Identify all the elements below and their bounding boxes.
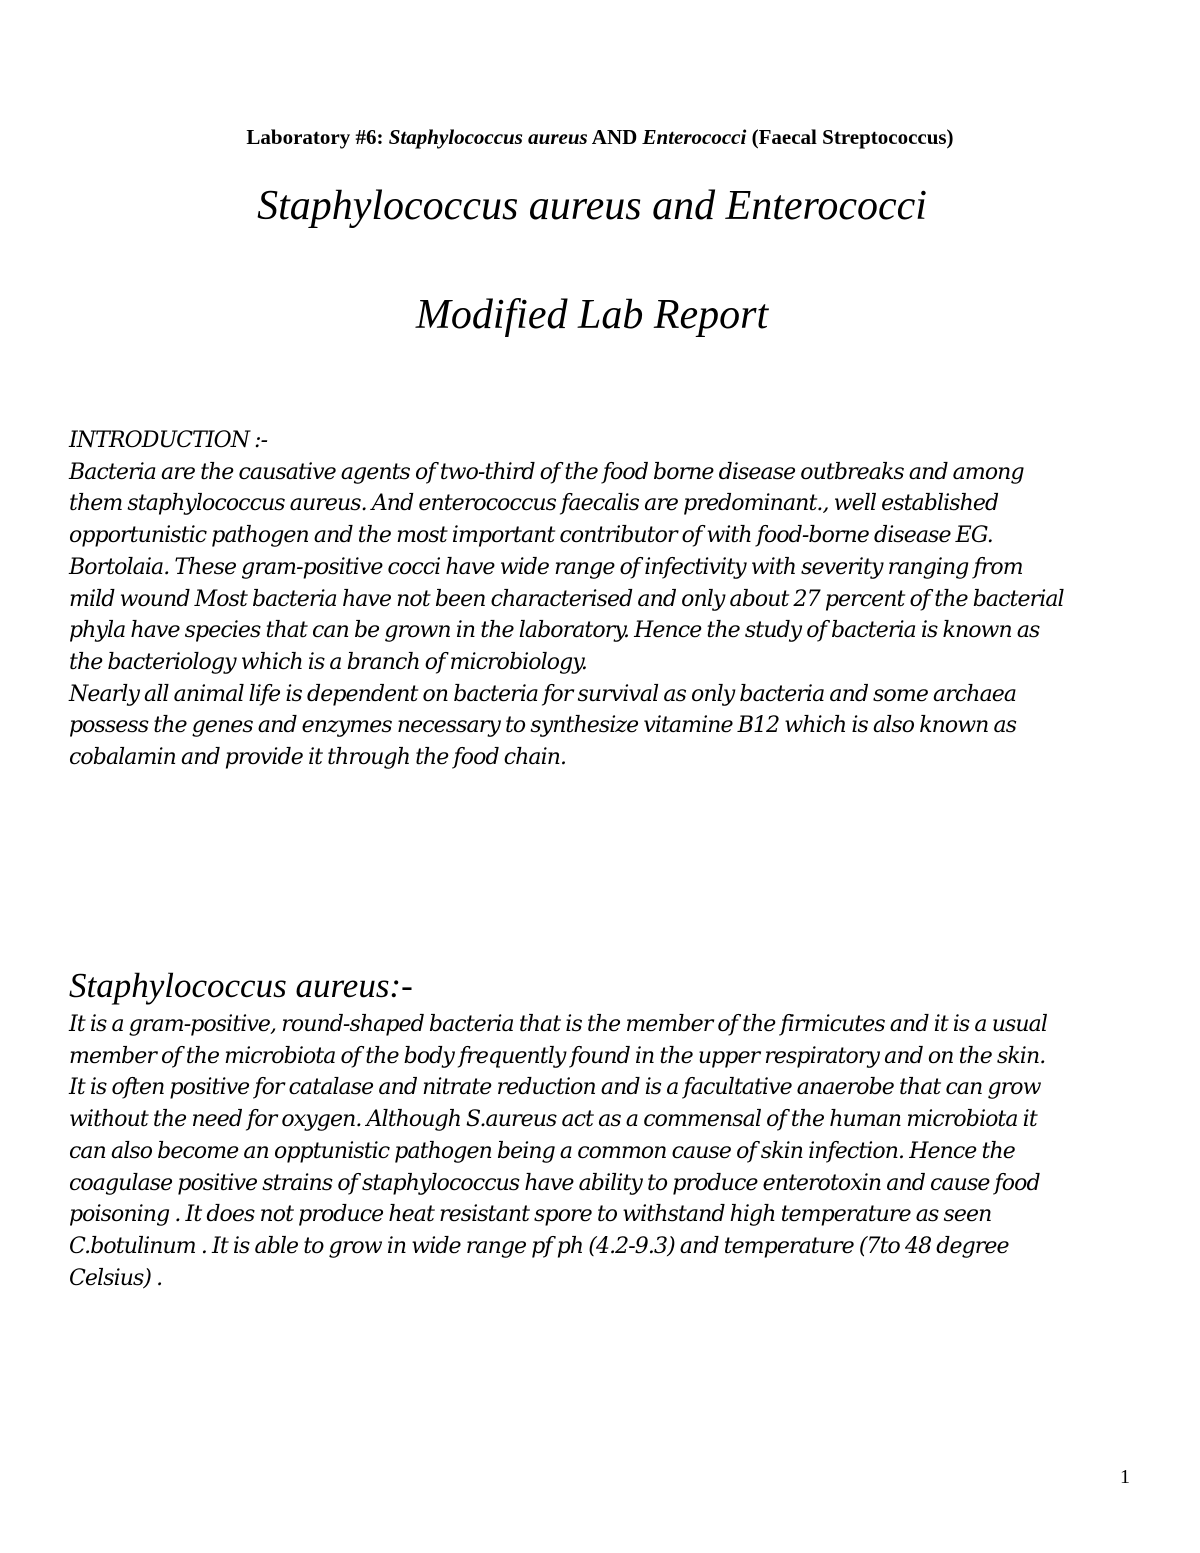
introduction-text-line: Nearly all animal life is dependent on bacteria for survival as only bacteria and some archaea <box>69 681 1017 707</box>
staph-text-line: It is often positive for catalase and nitrate reduction and is a facultative anaerobe that can grow <box>69 1075 1041 1101</box>
lab-header-suffix: (Faecal Streptococcus) <box>751 125 954 149</box>
staph-section-body <box>69 1009 1139 1294</box>
introduction-text-line: opportunistic pathogen and the most important contributor of with food-borne disease EG. <box>69 523 993 549</box>
staph-text-line: poisoning . It does not produce heat resistant spore to withstand high temperature as seen <box>69 1202 992 1228</box>
staph-text-line: coagulase positive strains of staphylococcus have ability to produce enterotoxin and cause food <box>69 1170 1040 1196</box>
introduction-text-line: the bacteriology which is a branch of microbiology. <box>69 649 587 675</box>
page-number: 1 <box>1120 1466 1130 1488</box>
introduction-text-line: mild wound Most bacteria have not been characterised and only about 27 percent of the bacterial <box>69 586 1064 612</box>
introduction-text-line: them staphylococcus aureus. And enterococcus faecalis are predominant., well established <box>69 491 999 517</box>
document-subtitle: Modified Lab Report <box>415 292 769 338</box>
introduction-text-line: cobalamin and provide it through the food chain. <box>69 745 567 771</box>
staph-text-line: It is a gram-positive, round-shaped bacteria that is the member of the firmicutes and it is a usual <box>69 1012 1047 1037</box>
lab-header-connector: AND <box>591 125 638 149</box>
staph-text-line: member of the microbiota of the body frequently found in the upper respiratory and on the skin. <box>69 1043 1046 1069</box>
lab-header <box>0 124 1200 150</box>
introduction-heading: INTRODUCTION :- <box>69 428 268 453</box>
introduction-text-line: Bacteria are the causative agents of two-third of the food borne disease outbreaks and among <box>69 459 1024 485</box>
staph-section-heading: Staphylococcus aureus:- <box>69 966 413 1005</box>
lab-header-organism-2: Enterococci <box>642 125 747 149</box>
document-title: Staphylococcus aureus and Enterococci <box>257 183 927 229</box>
introduction-text-line: possess the genes and enzymes necessary to synthesize vitamine B12 which is also known as <box>69 713 1017 739</box>
staph-text-line: C.botulinum . It is able to grow in wide range pf ph (4.2-9.3) and temperature (7to 48 degree <box>69 1233 1009 1259</box>
introduction-text-line: phyla have species that can be grown in the laboratory. Hence the study of bacteria is known as <box>69 618 1040 644</box>
lab-header-prefix: Laboratory #6: <box>246 125 384 149</box>
introduction-text-line: Bortolaia. These gram-positive cocci have wide range of infectivity with severity ranging from <box>69 554 1023 580</box>
staph-text-line: Celsius) . <box>69 1265 163 1291</box>
lab-header-organism-1: Staphylococcus aureus <box>388 125 588 149</box>
introduction-section <box>69 425 1139 774</box>
staph-text-line: can also become an opptunistic pathogen being a common cause of skin infection. Hence the <box>69 1138 1015 1164</box>
staph-text-line: without the need for oxygen. Although S.aureus act as a commensal of the human microbiota it <box>69 1107 1037 1133</box>
